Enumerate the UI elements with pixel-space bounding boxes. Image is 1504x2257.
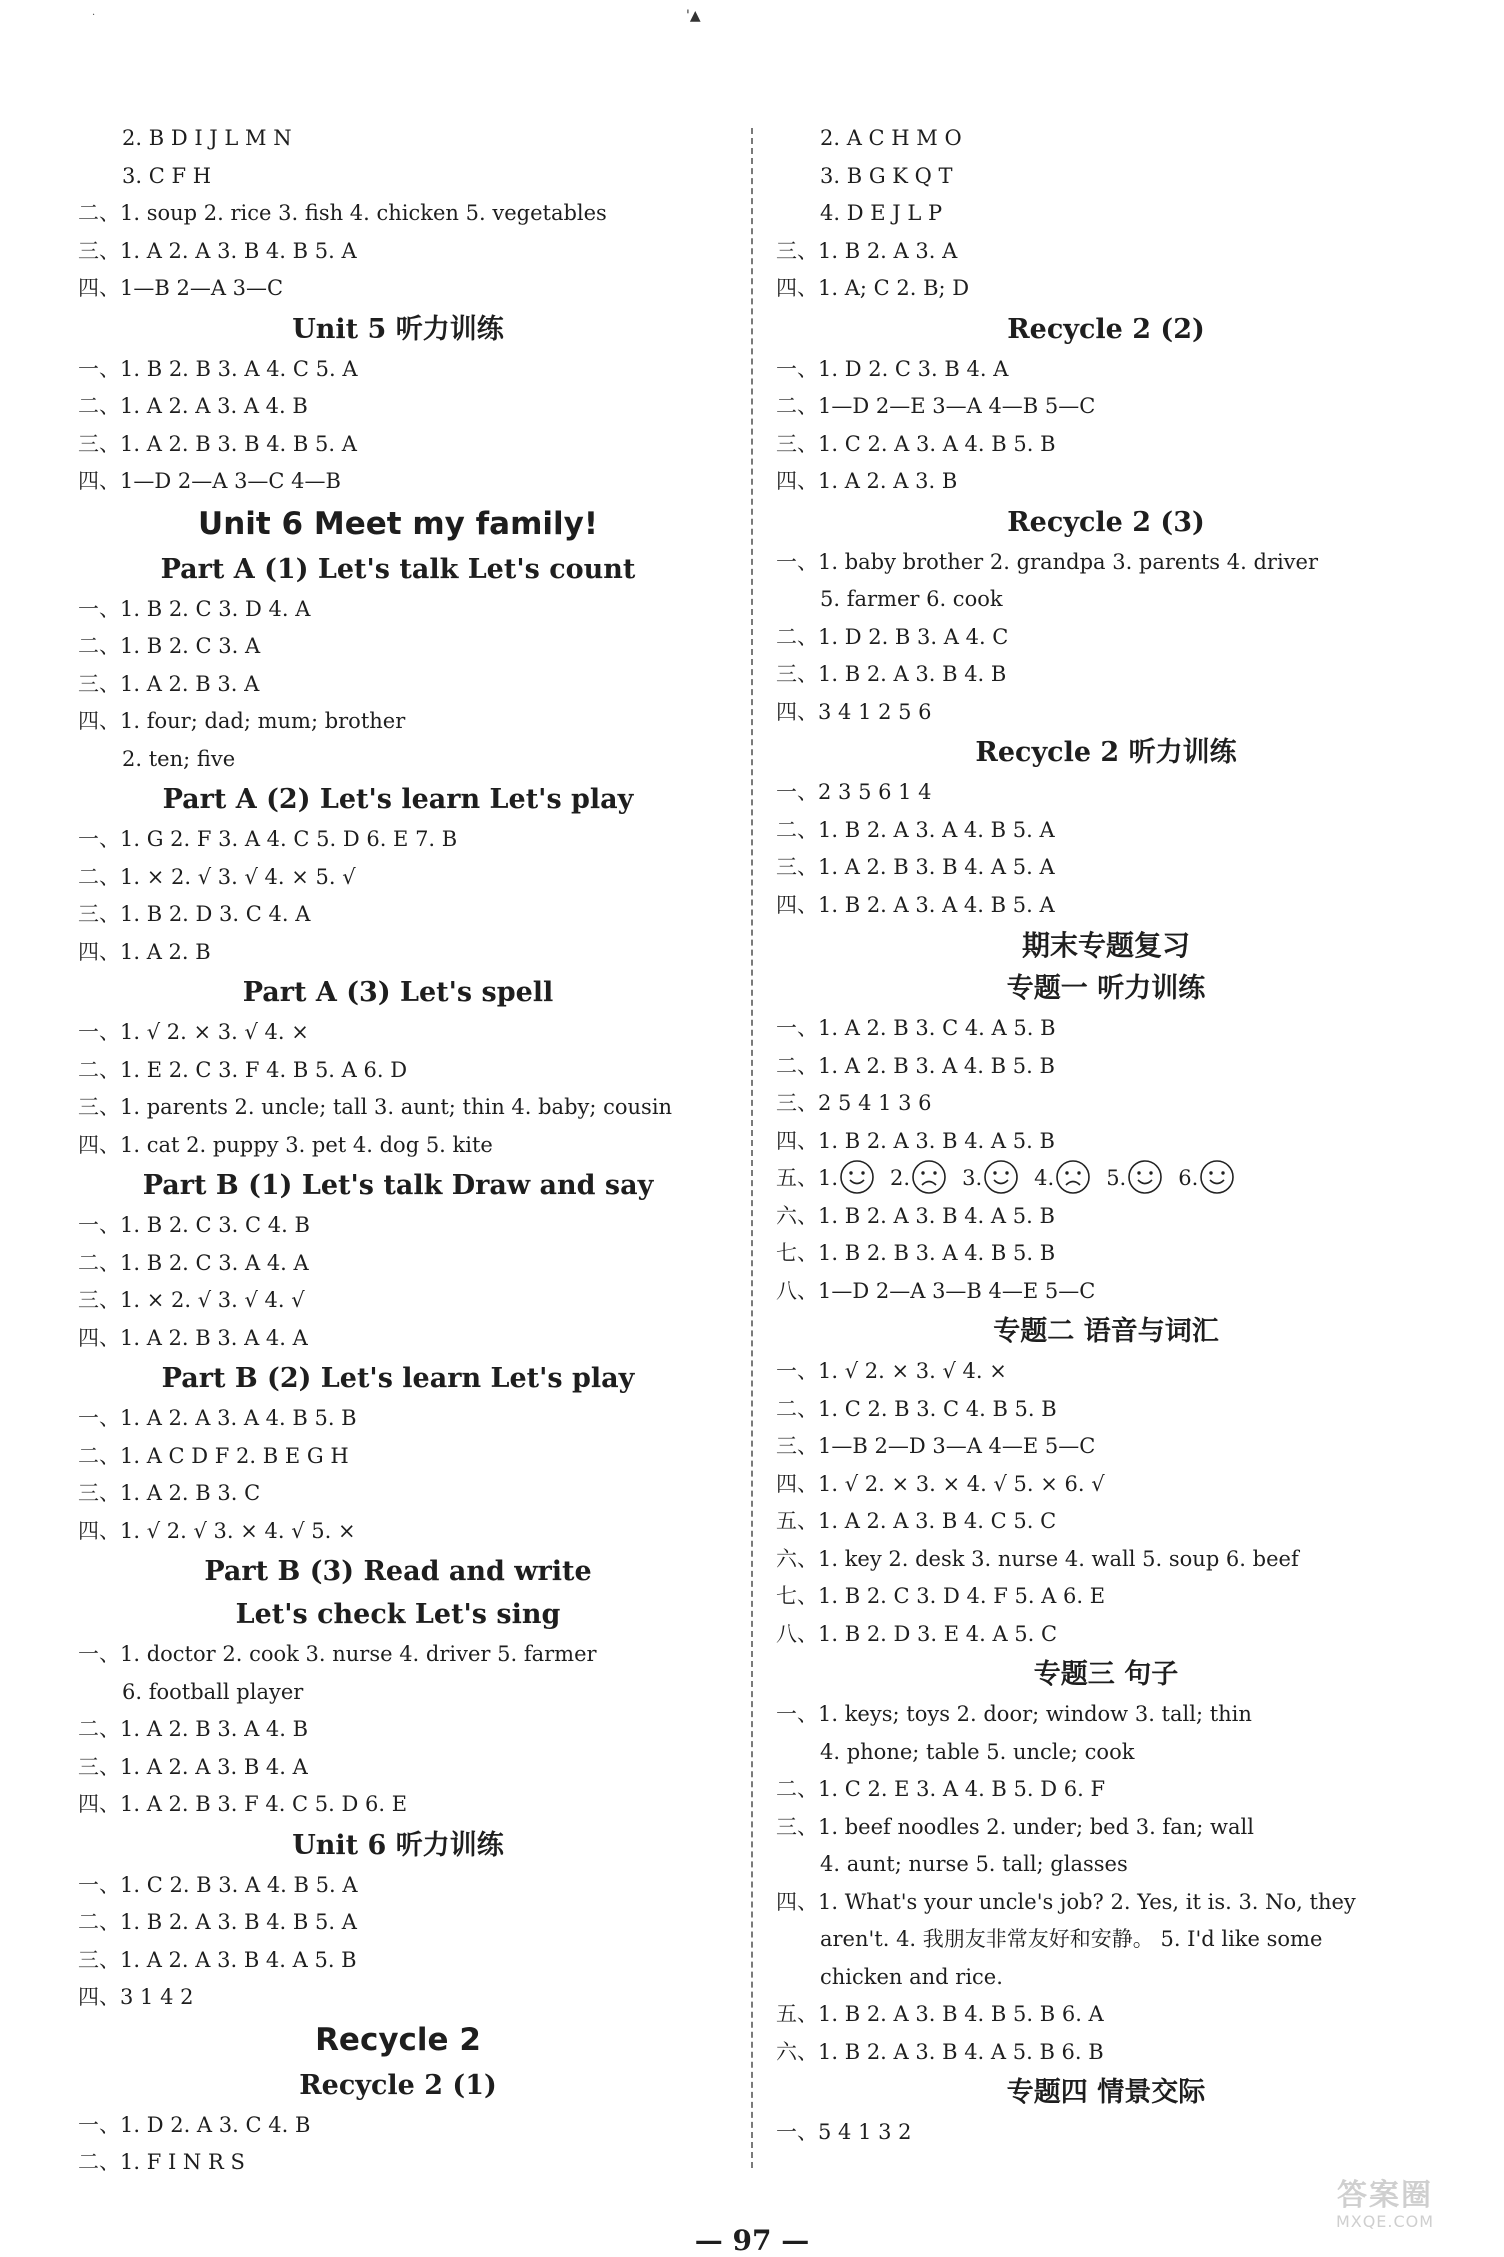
section-heading: Recycle 2 (2) [1007, 313, 1205, 345]
answer-line: 三、1. A 2. B 3. C [78, 1481, 261, 1505]
happy-face-icon [982, 1158, 1020, 1196]
section-heading: Part A (2) Let's learn Let's play [162, 784, 634, 815]
face-answer-number: 4. [1034, 1166, 1055, 1190]
face-answer [1034, 1160, 1092, 1198]
answer-line: 一、1. keys; toys 2. door; window 3. tall; thin [776, 1702, 1252, 1726]
answer-line: 四、1. A 2. B [78, 939, 211, 964]
section-heading: Unit 6 Meet my family! [198, 505, 598, 542]
section-heading: Recycle 2 [315, 2021, 481, 2058]
answer-line: 二、1. soup 2. rice 3. fish 4. chicken 5. vegetables [78, 201, 607, 225]
answer-line: chicken and rice. [820, 1964, 1003, 1989]
answer-line: 二、1. B 2. C 3. A 4. A [78, 1250, 309, 1275]
answer-line: 四、1. A 2. A 3. B [776, 469, 958, 493]
face-answer [1106, 1160, 1164, 1198]
face-answer [890, 1160, 948, 1198]
answer-line: 二、1. B 2. C 3. A [78, 634, 261, 658]
answer-line: 2. ten; five [122, 746, 236, 771]
section-heading: Let's check Let's sing [235, 1599, 561, 1630]
answer-line: 一、1. B 2. B 3. A 4. C 5. A [78, 356, 358, 381]
answer-line: 二、1. B 2. A 3. B 4. B 5. A [78, 1910, 357, 1934]
answer-line: 一、5 4 1 3 2 [776, 2120, 912, 2144]
scan-dot: · [92, 10, 96, 21]
answer-line: 七、1. B 2. C 3. D 4. F 5. A 6. E [776, 1584, 1106, 1608]
sad-face-icon [910, 1158, 948, 1196]
left-column [78, 120, 718, 2182]
answer-line: 三、1. B 2. A 3. A [776, 238, 958, 263]
answer-line: 四、1. √ 2. √ 3. × 4. √ 5. × [78, 1518, 356, 1543]
answer-line: 二、1. A 2. B 3. A 4. B [78, 1717, 309, 1741]
answer-line: 4. D E J L P [820, 201, 943, 225]
section-heading: Unit 6 听力训练 [292, 1829, 504, 1861]
section-heading: Unit 5 听力训练 [292, 313, 504, 345]
answer-line: 3. C F H [122, 163, 212, 188]
answer-line: 四、1. four; dad; mum; brother [78, 709, 406, 733]
answer-line: 三、1. A 2. A 3. B 4. A 5. B [78, 1947, 357, 1972]
answer-line: 三、1. parents 2. uncle; tall 3. aunt; thin 4. baby; cousin [78, 1095, 673, 1119]
answer-line: 一、1. C 2. B 3. A 4. B 5. A [78, 1872, 358, 1897]
answer-line: 一、1. D 2. C 3. B 4. A [776, 356, 1009, 381]
face-answer [818, 1160, 876, 1198]
answer-line: 二、1. D 2. B 3. A 4. C [776, 624, 1009, 649]
question-prefix: 五、 [776, 1166, 818, 1190]
answer-line: 四、1. B 2. A 3. B 4. A 5. B [776, 1128, 1055, 1153]
answer-line: 四、1—B 2—A 3—C [78, 276, 284, 300]
happy-face-icon [1198, 1158, 1236, 1196]
answer-line: 三、1. A 2. A 3. B 4. B 5. A [78, 238, 357, 263]
answer-line: 三、1. A 2. B 3. B 4. B 5. A [78, 431, 357, 456]
answer-line: 一、1. D 2. A 3. C 4. B [78, 2112, 311, 2137]
answer-line: 四、1. √ 2. × 3. × 4. √ 5. × 6. √ [776, 1471, 1105, 1496]
section-heading: 专题四 情景交际 [1006, 2077, 1206, 2108]
answer-line: 四、1. A 2. B 3. F 4. C 5. D 6. E [78, 1792, 408, 1816]
answer-line: 四、1. A 2. B 3. A 4. A [78, 1325, 308, 1350]
face-answer-number: 5. [1106, 1166, 1127, 1190]
sad-face-icon [1054, 1158, 1092, 1196]
watermark-line2: MXQE.COM [1335, 2212, 1435, 2231]
right-column [776, 120, 1436, 2152]
section-heading: Recycle 2 听力训练 [975, 737, 1237, 768]
answer-line: 三、1. B 2. A 3. B 4. B [776, 662, 1007, 686]
answer-line: 三、1. B 2. D 3. C 4. A [78, 902, 311, 926]
answer-line: 三、1. A 2. B 3. A [78, 671, 260, 696]
answer-line: 六、1. key 2. desk 3. nurse 4. wall 5. soup 6. beef [776, 1546, 1299, 1571]
watermark-logo [1280, 2180, 1490, 2236]
answer-line: 一、1. √ 2. × 3. √ 4. × [776, 1359, 1007, 1383]
answer-line: 3. B G K Q T [820, 163, 953, 188]
face-answer [962, 1160, 1020, 1198]
answer-line: 四、1. cat 2. puppy 3. pet 4. dog 5. kite [78, 1132, 493, 1157]
answer-line: 五、1. B 2. A 3. B 4. B 5. B 6. A [776, 2002, 1104, 2026]
answer-line: 二、1—D 2—E 3—A 4—B 5—C [776, 394, 1096, 418]
answer-line: 一、1. B 2. C 3. C 4. B [78, 1213, 310, 1237]
answer-line: 三、1—B 2—D 3—A 4—E 5—C [776, 1434, 1096, 1458]
answer-line: 4. aunt; nurse 5. tall; glasses [820, 1852, 1128, 1876]
answer-line: 二、1. × 2. √ 3. √ 4. × 5. √ [78, 864, 356, 889]
answer-line: aren't. 4. 我朋友非常友好和安静。 5. I'd like some [820, 1927, 1323, 1951]
happy-face-icon [838, 1158, 876, 1196]
section-heading: 专题三 句子 [1033, 1659, 1179, 1690]
answer-line: 二、1. B 2. A 3. A 4. B 5. A [776, 817, 1055, 842]
answer-line: 三、1. × 2. √ 3. √ 4. √ [78, 1288, 305, 1312]
answer-line: 二、1. A C D F 2. B E G H [78, 1443, 349, 1468]
answer-line: 四、1. A; C 2. B; D [776, 276, 970, 300]
answer-line: 二、1. C 2. B 3. C 4. B 5. B [776, 1396, 1057, 1421]
answer-line: 三、1. C 2. A 3. A 4. B 5. B [776, 431, 1056, 456]
answer-line: 一、1. baby brother 2. grandpa 3. parents 4. driver [776, 549, 1319, 574]
answer-line-faces [776, 1160, 1436, 1198]
answer-line: 五、1. A 2. A 3. B 4. C 5. C [776, 1509, 1057, 1533]
section-heading: Part B (1) Let's talk Draw and say [142, 1170, 654, 1201]
top-mark: '▲ [686, 8, 701, 24]
section-heading: 期末专题复习 [1021, 929, 1190, 962]
answer-line: 一、2 3 5 6 1 4 [776, 780, 932, 804]
answer-line: 4. phone; table 5. uncle; cook [820, 1739, 1135, 1764]
answer-line: 三、2 5 4 1 3 6 [776, 1091, 932, 1115]
section-heading: Recycle 2 (1) [299, 2069, 497, 2101]
answer-line: 二、1. A 2. B 3. A 4. B 5. B [776, 1053, 1055, 1078]
answer-line: 一、1. A 2. B 3. C 4. A 5. B [776, 1016, 1056, 1040]
answer-line: 三、1. A 2. B 3. B 4. A 5. A [776, 855, 1055, 879]
section-heading: Recycle 2 (3) [1007, 506, 1205, 538]
answer-line: 七、1. B 2. B 3. A 4. B 5. B [776, 1241, 1056, 1265]
answer-line: 6. football player [122, 1679, 304, 1704]
answer-line: 5. farmer 6. cook [820, 587, 1003, 611]
answer-line: 八、1. B 2. D 3. E 4. A 5. C [776, 1621, 1058, 1646]
section-heading: Part B (2) Let's learn Let's play [161, 1363, 635, 1394]
answer-line: 二、1. E 2. C 3. F 4. B 5. A 6. D [78, 1057, 408, 1082]
answer-line: 二、1. C 2. E 3. A 4. B 5. D 6. F [776, 1777, 1106, 1801]
watermark-line1: 答案圈 [1337, 2178, 1433, 2213]
face-answer-number: 1. [818, 1166, 839, 1190]
face-answer-number: 3. [962, 1166, 983, 1190]
answer-line: 2. B D I J L M N [122, 126, 292, 150]
answer-line: 八、1—D 2—A 3—B 4—E 5—C [776, 1278, 1096, 1303]
page-number: — 97 — [694, 2224, 810, 2257]
answer-line: 三、1. beef noodles 2. under; bed 3. fan; wall [776, 1814, 1254, 1839]
column-divider [751, 128, 753, 2168]
answer-line: 2. A C H M O [820, 126, 962, 150]
face-answer-number: 2. [890, 1166, 911, 1190]
answer-line: 三、1. A 2. A 3. B 4. A [78, 1754, 308, 1779]
answer-line: 二、1. F I N R S [78, 2150, 245, 2174]
face-answer-number: 6. [1178, 1166, 1199, 1190]
answer-line: 一、1. √ 2. × 3. √ 4. × [78, 1020, 309, 1044]
answer-line: 一、1. doctor 2. cook 3. nurse 4. driver 5. farmer [78, 1642, 597, 1666]
answer-line: 四、3 1 4 2 [78, 1985, 194, 2009]
face-answer [1178, 1160, 1236, 1198]
answer-line: 四、1—D 2—A 3—C 4—B [78, 469, 341, 493]
answer-line: 一、1. G 2. F 3. A 4. C 5. D 6. E 7. B [78, 827, 458, 851]
answer-line: 六、1. B 2. A 3. B 4. A 5. B 6. B [776, 2039, 1104, 2064]
section-heading: Part A (3) Let's spell [242, 977, 554, 1008]
section-heading: 专题一 听力训练 [1006, 973, 1206, 1004]
section-heading: Part A (1) Let's talk Let's count [160, 553, 636, 585]
answer-line: 四、3 4 1 2 5 6 [776, 699, 932, 724]
section-heading: Part B (3) Read and write [204, 1556, 592, 1587]
happy-face-icon [1126, 1158, 1164, 1196]
answer-line: 四、1. What's your uncle's job? 2. Yes, it is. 3. No, they [776, 1889, 1356, 1914]
answer-line: 四、1. B 2. A 3. A 4. B 5. A [776, 892, 1055, 917]
answer-line: 二、1. A 2. A 3. A 4. B [78, 394, 308, 418]
section-heading: 专题二 语音与词汇 [993, 1316, 1219, 1347]
answer-line: 一、1. A 2. A 3. A 4. B 5. B [78, 1406, 357, 1430]
answer-line: 一、1. B 2. C 3. D 4. A [78, 596, 311, 621]
answer-line: 六、1. B 2. A 3. B 4. A 5. B [776, 1203, 1055, 1228]
